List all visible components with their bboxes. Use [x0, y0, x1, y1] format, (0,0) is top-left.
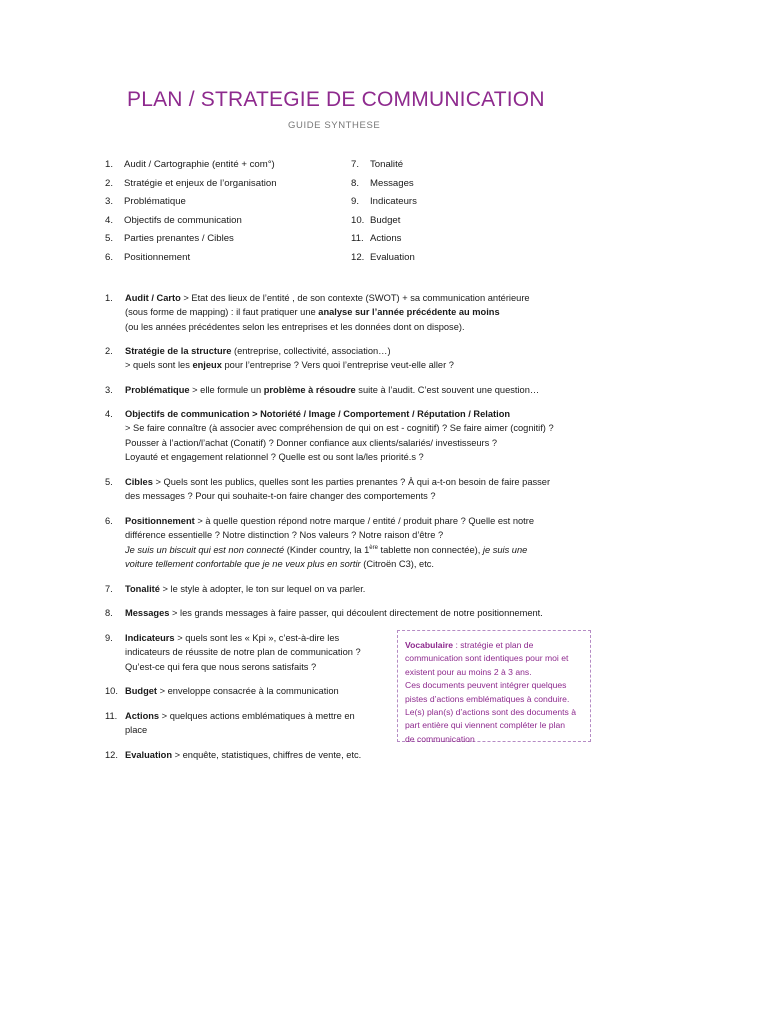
toc-label: Parties prenantes / Cibles: [124, 233, 234, 245]
toc-num: 12.: [351, 251, 365, 263]
section-text: (Citroën C3), etc.: [360, 559, 435, 570]
section-text: > quels sont les: [125, 360, 193, 371]
toc-item: [105, 193, 277, 212]
toc-num: 9.: [351, 196, 360, 208]
section-title: Positionnement: [125, 516, 195, 526]
section-title: Evaluation: [125, 750, 173, 760]
superscript: ère: [369, 544, 378, 551]
toc-item: [351, 212, 417, 231]
toc-num: 8.: [351, 177, 360, 189]
toc-label: Messages: [370, 177, 414, 189]
vocabulary-text: Le(s) plan(s) d’actions sont des documents à: [405, 707, 577, 718]
section-number: 4.: [105, 409, 113, 419]
section-title: Budget: [125, 686, 158, 696]
section-text: > Se faire connaître (à associer avec compréhension de qui on est - cognitif) ? Se faire aimer (cognitif) ?: [125, 423, 554, 434]
section-text: différence essentielle ? Notre distinction ? Nos valeurs ? Notre raison d’être ?: [125, 530, 444, 541]
section-emphasis: analyse sur l’année précédente au moins: [318, 307, 500, 318]
toc-label: Problématique: [124, 196, 186, 208]
toc-num: 6.: [105, 251, 114, 263]
toc-item: [105, 230, 277, 249]
section-text: place: [125, 725, 148, 736]
toc-label: Stratégie et enjeux de l’organisation: [124, 177, 277, 189]
section-number: 12.: [105, 750, 118, 760]
section-text: > elle formule un: [189, 385, 264, 395]
toc-num: 11.: [351, 233, 364, 245]
toc-num: 2.: [105, 177, 114, 189]
toc-num: 7.: [351, 159, 360, 170]
toc-label: Evaluation: [370, 251, 415, 263]
page-title: PLAN / STRATEGIE DE COMMUNICATION: [127, 88, 545, 111]
section-example: je suis une: [482, 544, 528, 555]
section-text: Loyauté et engagement relationnel ? Quelle est ou sont la/les priorité.s ?: [125, 452, 424, 463]
section-number: 7.: [105, 584, 113, 594]
section-text: > quels sont les « Kpi », c’est-à-dire les: [174, 633, 340, 643]
vocabulary-text: : stratégie et plan de: [453, 640, 534, 650]
vocabulary-text: existent pour au moins 2 à 3 ans.: [405, 666, 532, 677]
vocabulary-text: pistes d’actions emblématiques à conduire.: [405, 693, 570, 704]
section-number: 5.: [105, 477, 113, 487]
section-text: (entreprise, collectivité, association…): [231, 346, 391, 356]
toc-item: [105, 212, 277, 231]
section-title: Stratégie de la structure: [125, 346, 232, 356]
toc-num: 5.: [105, 233, 114, 245]
section-title: Indicateurs: [125, 633, 175, 643]
section-text: > à quelle question répond notre marque / entité / produit phare ? Quelle est notre: [194, 516, 535, 526]
toc-label: Budget: [370, 214, 401, 226]
section-example: voiture tellement confortable que je ne veux plus en sortir: [125, 559, 361, 570]
vocabulary-text: de communication: [405, 733, 475, 744]
section-number: 1.: [105, 293, 113, 303]
section-title: Tonalité: [125, 584, 160, 594]
toc-label: Indicateurs: [370, 196, 417, 208]
section-number: 11.: [105, 711, 118, 721]
section-title: Problématique: [125, 385, 190, 395]
section-text: (ou les années précédentes selon les entreprises et les données dont on dispose).: [125, 321, 465, 332]
section-title: Objectifs de communication > Notoriété / Image / Comportement / Réputation / Relation: [125, 409, 511, 419]
toc-label: Objectifs de communication: [124, 214, 242, 226]
section-title: Actions: [125, 711, 160, 721]
toc-num: 3.: [105, 196, 114, 208]
toc-item: [351, 193, 417, 212]
toc-num: 10.: [351, 214, 365, 226]
section-text: > enquête, statistiques, chiffres de vente, etc.: [172, 750, 362, 760]
toc-left: [105, 156, 277, 268]
vocabulary-box: [397, 630, 591, 742]
toc-item: [105, 156, 277, 175]
toc-label: Positionnement: [124, 251, 191, 263]
section-text: Pousser à l’action/l’achat (Conatif) ? Donner confiance aux clients/salariés/ investisseurs ?: [125, 437, 498, 448]
toc-num: 4.: [105, 214, 114, 226]
section-text: > le style à adopter, le ton sur lequel on va parler.: [159, 584, 366, 594]
vocabulary-text: Ces documents peuvent intégrer quelques: [405, 680, 567, 691]
section-text: > enveloppe consacrée à la communication: [157, 686, 339, 696]
toc-item: [351, 249, 417, 268]
section-emphasis: enjeux: [192, 360, 222, 371]
section-number: 2.: [105, 346, 113, 356]
section-text: tablette non connectée),: [377, 544, 483, 555]
section-text: suite à l’audit. C’est souvent une question…: [355, 385, 540, 395]
section-text: (Kinder country, la 1: [284, 544, 370, 555]
section-text: indicateurs de réussite de notre plan de communication ?: [125, 647, 361, 658]
vocabulary-text: communication sont identiques pour moi et: [405, 653, 569, 664]
toc-label: Actions: [370, 233, 402, 245]
page-subtitle: GUIDE SYNTHESE: [288, 120, 381, 131]
section-text: > Etat des lieux de l’entité , de son contexte (SWOT) + sa communication antérieure: [180, 293, 530, 303]
toc-item: [351, 175, 417, 194]
toc-label: Tonalité: [370, 159, 404, 170]
toc-label: Audit / Cartographie (entité + com°): [124, 159, 275, 170]
section-text: Qu’est-ce qui fera que nous serons satisfaits ?: [125, 661, 317, 672]
section-text: des messages ? Pour qui souhaite-t-on faire changer des comportements ?: [125, 491, 436, 502]
section-number: 9.: [105, 633, 113, 643]
toc-right: [351, 156, 417, 268]
toc-num: 1.: [105, 159, 114, 170]
section-number: 3.: [105, 385, 113, 395]
toc-item: [351, 156, 417, 175]
section-text: > les grands messages à faire passer, qui découlent directement de notre positionnement.: [169, 608, 543, 618]
section-example: Je suis un biscuit qui est non connecté: [125, 544, 285, 555]
section-title: Cibles: [125, 477, 153, 487]
vocabulary-text: part entière qui viennent compléter le plan: [405, 720, 566, 731]
toc-item: [105, 175, 277, 194]
section-title: Messages: [125, 608, 170, 618]
section-text: > Quels sont les publics, quelles sont les parties prenantes ? À qui a-t-on besoin de faire passer: [152, 477, 551, 487]
section-title: Audit / Carto: [125, 293, 181, 303]
toc-item: [105, 249, 277, 268]
toc-item: [351, 230, 417, 249]
section-number: 8.: [105, 608, 113, 618]
section-text: (sous forme de mapping) : il faut pratiquer une: [125, 307, 319, 318]
section-number: 6.: [105, 516, 113, 526]
section-text: > quelques actions emblématiques à mettre en: [159, 711, 355, 721]
section-number: 10.: [105, 686, 118, 696]
section-text: pour l’entreprise ? Vers quoi l’entreprise veut-elle aller ?: [221, 360, 454, 371]
section-emphasis: problème à résoudre: [263, 385, 356, 395]
vocabulary-title: Vocabulaire: [405, 640, 454, 650]
